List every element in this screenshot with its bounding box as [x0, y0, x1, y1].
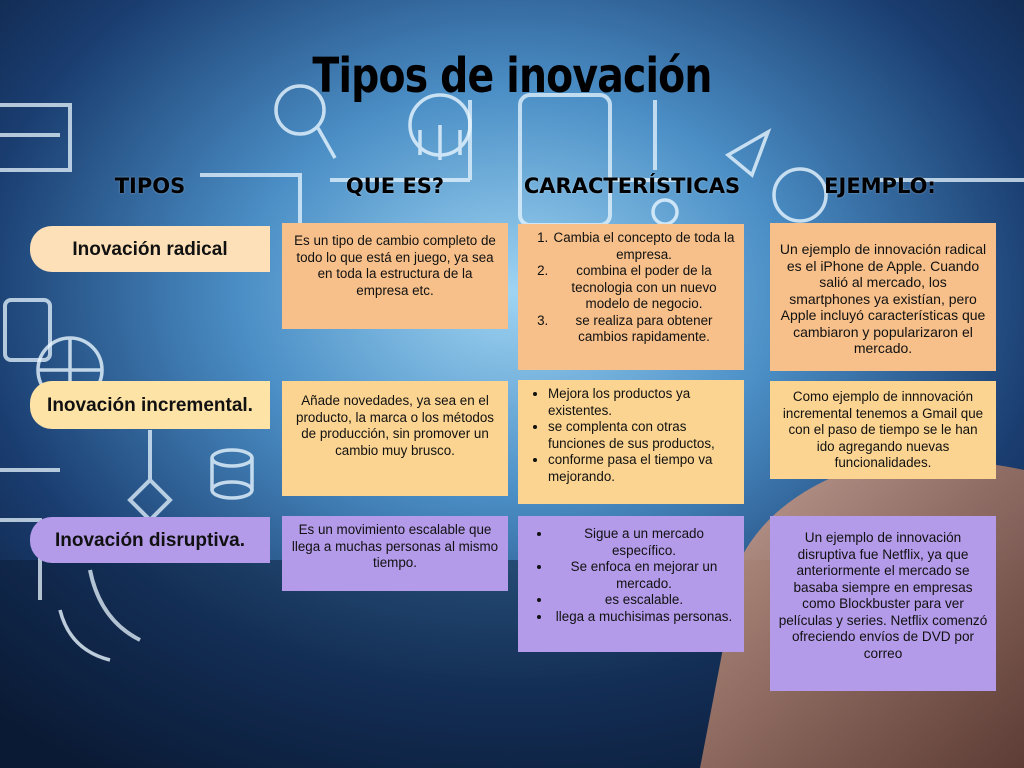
incremental-caracteristica-2: • se complenta con otras funciones de sus productos,: [548, 419, 736, 452]
disruptive-caracteristica-2: • Se enfoca en mejorar un mercado.: [552, 559, 736, 592]
label-inovacion-radical: Inovación radical: [30, 226, 270, 272]
incremental-caracteristicas: [518, 380, 744, 504]
label-inovacion-disruptiva: Inovación disruptiva.: [30, 517, 270, 563]
incremental-que-es: Añade novedades, ya sea en el producto, la marca o los métodos de producción, sin promover un cambio muy brusco.: [282, 381, 508, 496]
incremental-ejemplo: Como ejemplo de innnovación incremental tenemos a Gmail que con el paso de tiempo se le han ido agregando nuevas funcionalidades.: [770, 381, 996, 479]
disruptive-caracteristica-3: • es escalable.: [552, 592, 736, 609]
label-inovacion-incremental: Inovación incremental.: [30, 381, 270, 429]
radical-caracteristica-1: 1. Cambia el concepto de toda la empresa.: [552, 230, 736, 263]
incremental-caracteristica-1: • Mejora los productos ya existentes.: [548, 386, 736, 419]
radical-que-es: Es un tipo de cambio completo de todo lo que está en juego, ya sea en toda la estructura de la empresa etc.: [282, 223, 508, 329]
header-caracteristicas: CARACTERÍSTICAS: [523, 174, 741, 198]
header-ejemplo: EJEMPLO:: [824, 174, 936, 198]
disruptive-que-es: Es un movimiento escalable que llega a muchas personas al mismo tiempo.: [282, 516, 508, 591]
disruptive-ejemplo: Un ejemplo de innovación disruptiva fue Netflix, ya que anteriormente el mercado se basaba siempre en empresas como Blockbuster para ver películas y series. Netflix comenzó ofreciendo envíos de DVD por correo: [770, 516, 996, 691]
radical-ejemplo: Un ejemplo de innovación radical es el iPhone de Apple. Cuando salió al mercado, los smartphones ya existían, pero Apple incluyó características que cambiaron y popularizaron el mercado.: [770, 223, 996, 371]
disruptive-caracteristica-1: • Sigue a un mercado específico.: [552, 526, 736, 559]
radical-caracteristica-2: 2. combina el poder de la tecnologia con un nuevo modelo de negocio.: [552, 263, 736, 313]
radical-caracteristica-3: 3. se realiza para obtener cambios rapidamente.: [552, 313, 736, 346]
incremental-caracteristica-3: • conforme pasa el tiempo va mejorando.: [548, 452, 736, 485]
disruptive-caracteristicas: [518, 516, 744, 652]
header-tipos: TIPOS: [114, 174, 186, 198]
disruptive-caracteristica-4: • llega a muchisimas personas.: [552, 609, 736, 626]
page-title: Tipos de inovación: [312, 48, 712, 104]
header-que-es: QUE ES?: [345, 174, 445, 198]
radical-caracteristicas: [518, 224, 744, 370]
